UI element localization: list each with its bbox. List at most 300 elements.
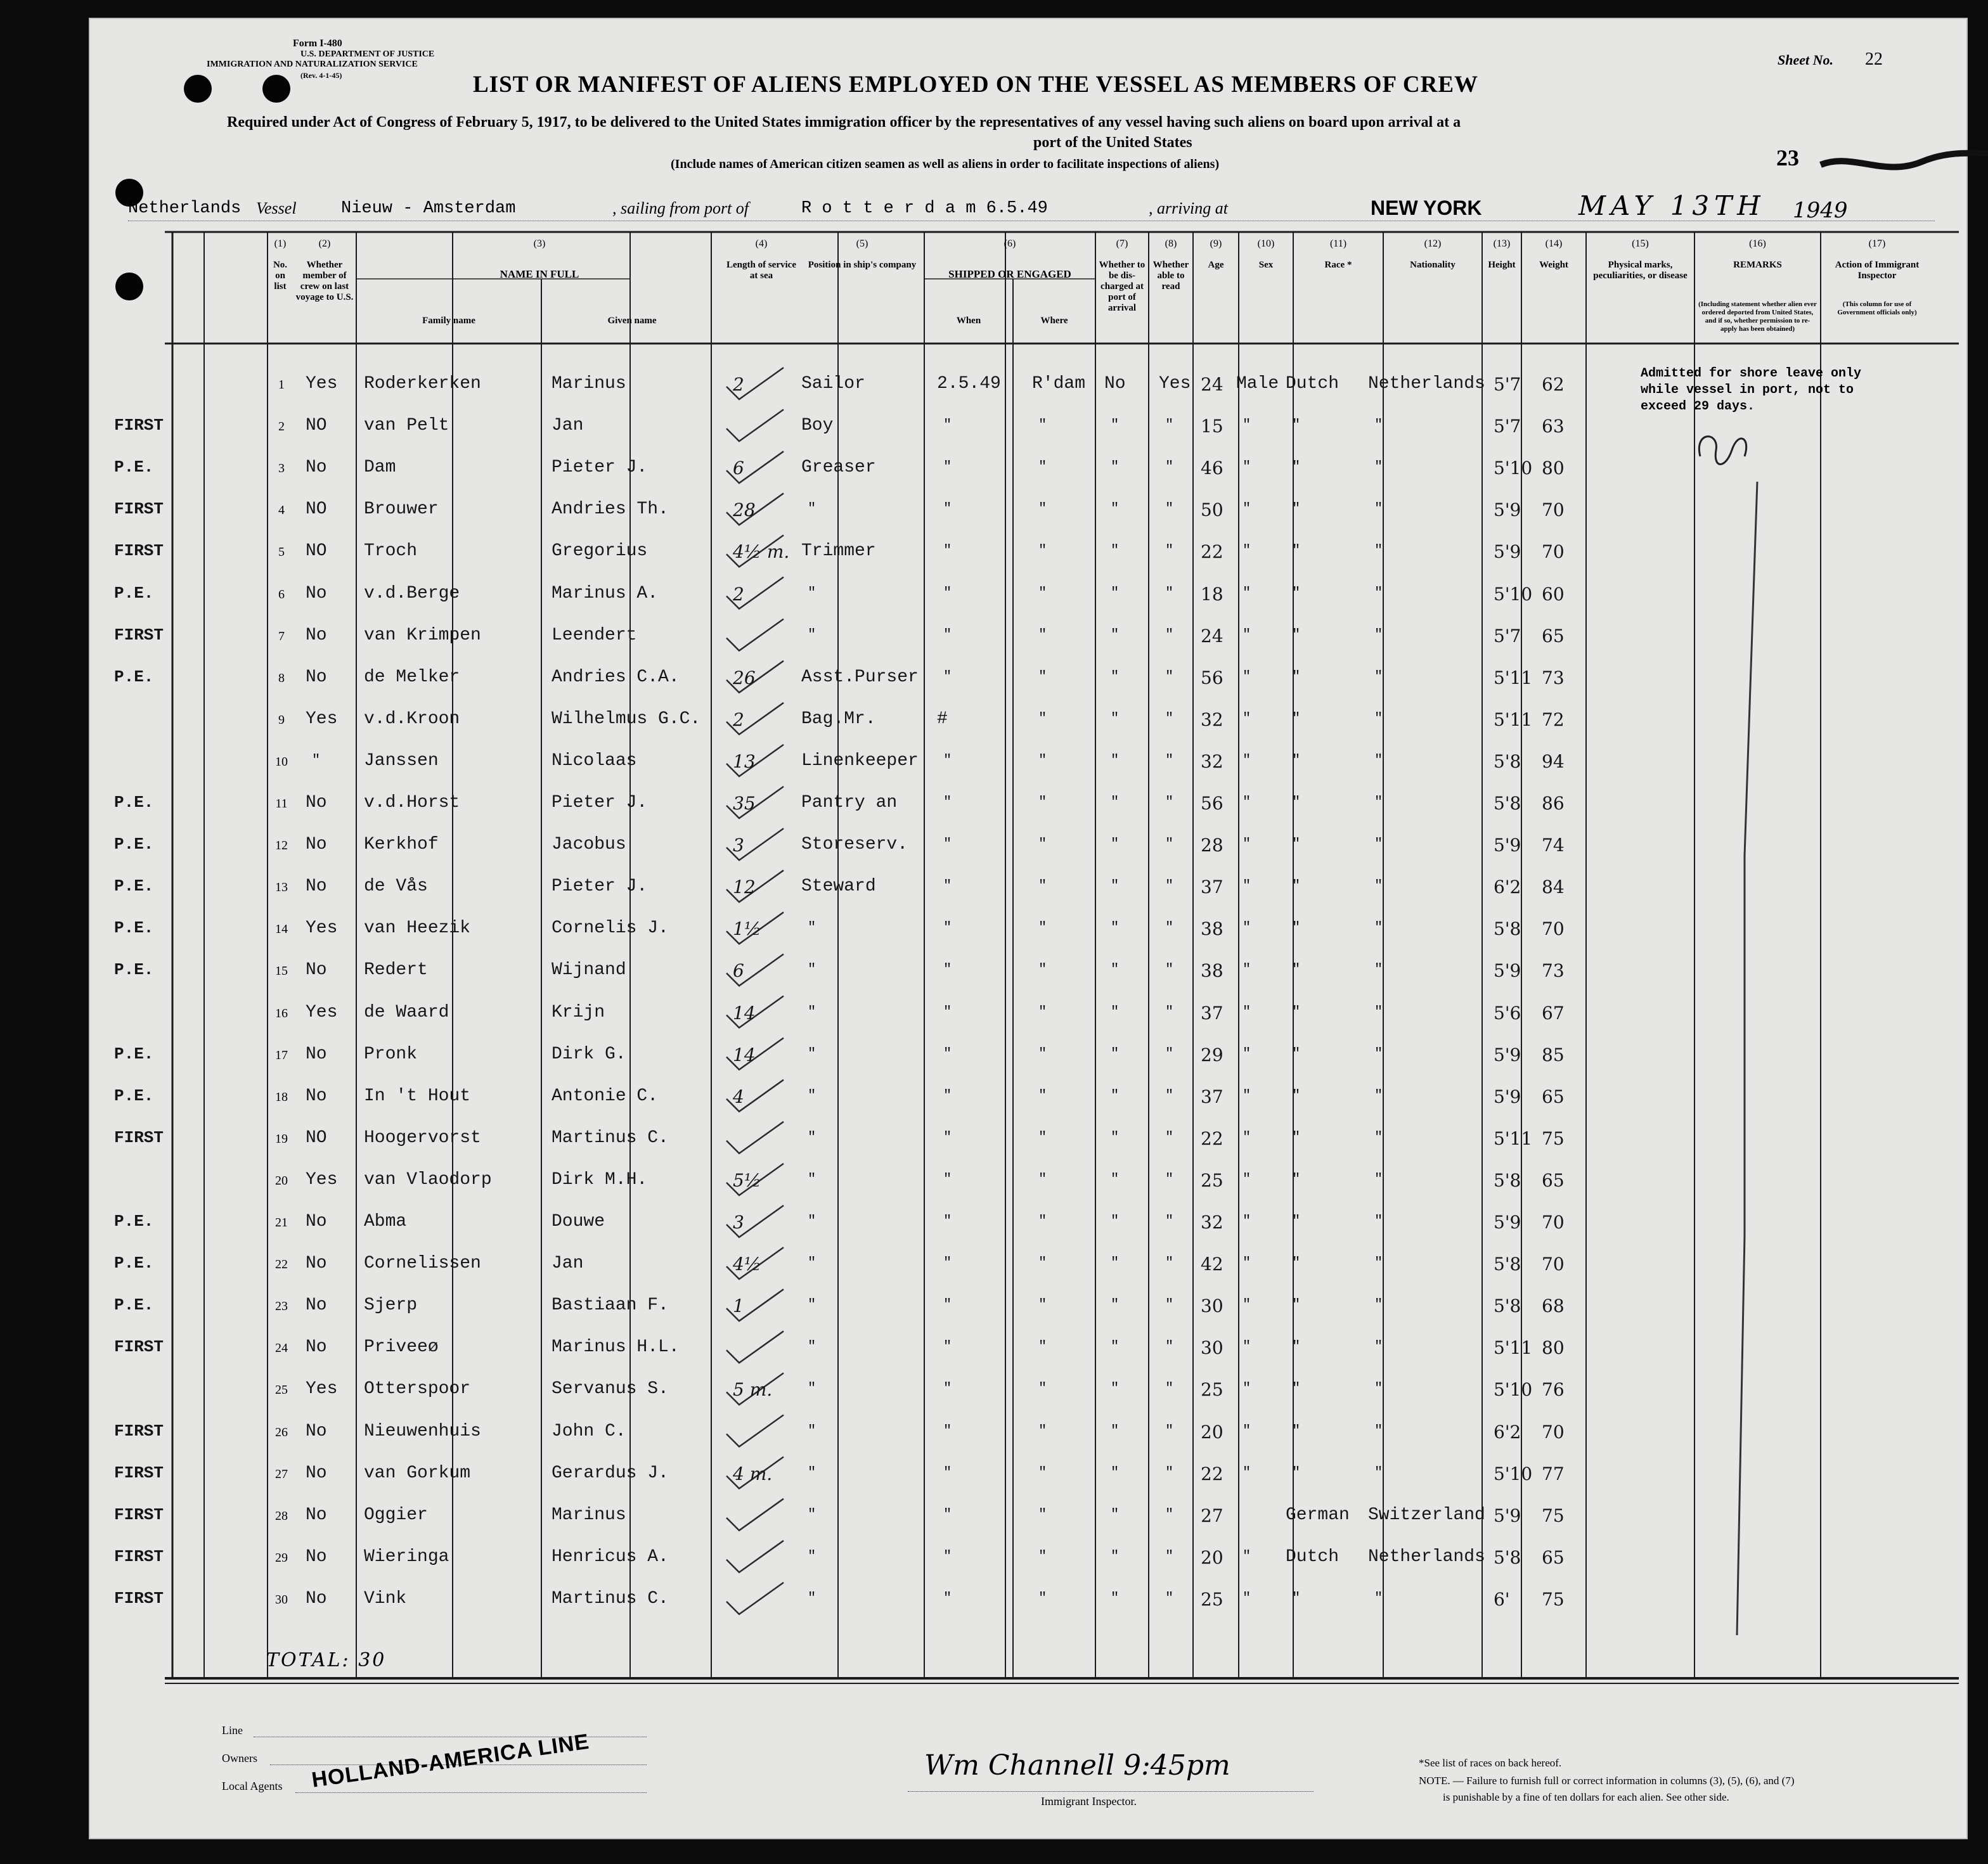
row-number: 10 — [275, 754, 288, 769]
race: " — [1292, 710, 1301, 726]
service-length: 4½ m. — [733, 541, 790, 563]
given-name: Krijn — [552, 1002, 605, 1022]
sex: " — [1242, 752, 1251, 768]
crew-last-voyage: No — [306, 1463, 327, 1483]
height: 5'9 — [1494, 1044, 1521, 1065]
margin-annotation: FIRST — [114, 1463, 164, 1482]
nationality: Netherlands — [1368, 374, 1485, 394]
given-name: Andries Th. — [552, 499, 669, 520]
discharged: " — [1111, 1087, 1120, 1103]
weight: 75 — [1542, 1505, 1565, 1526]
sheet-number: 22 — [1865, 49, 1883, 69]
age: 29 — [1201, 1044, 1223, 1065]
height: 5'9 — [1494, 960, 1521, 982]
crew-last-voyage: Yes — [306, 1169, 338, 1190]
check-mark-icon — [726, 1541, 784, 1572]
able-to-read: " — [1165, 794, 1174, 810]
position: " — [808, 1003, 816, 1020]
nationality: " — [1374, 1255, 1383, 1271]
sex: " — [1242, 710, 1251, 726]
weight: 75 — [1542, 1588, 1565, 1610]
shipped-when: " — [943, 584, 952, 601]
position: Linenkeeper — [801, 750, 919, 771]
shipped-when: " — [943, 961, 952, 978]
given-name: Dirk M.H. — [552, 1169, 648, 1190]
race: " — [1292, 501, 1301, 517]
handwritten-sheet-number: 23 — [1776, 145, 1799, 170]
given-name: Jan — [552, 416, 584, 436]
column-number: (17) — [1868, 238, 1886, 249]
column-number: (8) — [1165, 238, 1177, 249]
department: U.S. DEPARTMENT OF JUSTICE — [300, 49, 435, 59]
height: 5'8 — [1494, 1295, 1521, 1317]
arrival-port: NEW YORK — [1371, 196, 1482, 219]
subtitle-1: Required under Act of Congress of February 5, 1917, to be delivered to the United States immigration officer by the representatives of any vessel having such aliens on board upon arrival at a — [227, 114, 1461, 131]
discharged: " — [1111, 1255, 1120, 1271]
column-header: Nationality — [1410, 260, 1456, 270]
row-number: 21 — [275, 1216, 288, 1230]
shipped-where: " — [1038, 1380, 1047, 1397]
given-name: Wijnand — [552, 960, 626, 980]
nationality: " — [1374, 1003, 1383, 1020]
position: " — [808, 1422, 816, 1439]
service-length: 2 — [733, 374, 744, 395]
age: 20 — [1201, 1546, 1223, 1568]
given-name: Antonie C. — [552, 1086, 659, 1106]
discharged: " — [1111, 1506, 1120, 1522]
margin-annotation: P.E. — [114, 960, 154, 980]
sailing-label: , sailing from port of — [612, 199, 749, 217]
sex: " — [1242, 878, 1251, 894]
discharged: " — [1111, 1590, 1120, 1606]
sex: " — [1242, 961, 1251, 978]
family-name: de Waard — [364, 1002, 449, 1022]
race: " — [1292, 1464, 1301, 1481]
given-name: Leendert — [552, 625, 637, 645]
given-name: Gerardus J. — [552, 1463, 669, 1483]
footer-note-1: *See list of races on back hereof. — [1419, 1757, 1562, 1769]
crew-last-voyage: No — [306, 877, 327, 897]
shipped-where: " — [1038, 1297, 1047, 1313]
margin-annotation: P.E. — [114, 667, 154, 686]
column-number: (12) — [1424, 238, 1442, 249]
margin-annotation: FIRST — [114, 1421, 164, 1441]
nationality: " — [1374, 1297, 1383, 1313]
sex: " — [1242, 1464, 1251, 1481]
service-length: 13 — [733, 750, 756, 772]
height: 5'8 — [1494, 1546, 1521, 1568]
shipped-where: " — [1038, 1087, 1047, 1103]
family-name: Vink — [364, 1588, 407, 1609]
check-mark-icon — [726, 409, 784, 441]
column-header: Weight — [1539, 260, 1568, 270]
margin-annotation: P.E. — [114, 835, 154, 854]
position: " — [808, 961, 816, 978]
row-number: 28 — [275, 1508, 288, 1523]
family-name: Sjerp — [364, 1295, 418, 1316]
position: Asst.Purser — [801, 667, 919, 687]
race: " — [1292, 1297, 1301, 1313]
sex: " — [1242, 626, 1251, 643]
weight: 84 — [1542, 877, 1565, 898]
nationality: Switzerland — [1368, 1505, 1485, 1525]
weight: 65 — [1542, 1169, 1565, 1191]
sex: " — [1242, 920, 1251, 936]
able-to-read: " — [1165, 752, 1174, 768]
sex: " — [1242, 459, 1251, 475]
row-number: 12 — [275, 839, 288, 853]
able-to-read: " — [1165, 836, 1174, 852]
row-number: 29 — [275, 1550, 288, 1565]
row-number: 1 — [278, 378, 285, 392]
able-to-read: " — [1165, 1422, 1174, 1439]
column-number: (7) — [1116, 238, 1128, 249]
height: 5'11 — [1494, 667, 1533, 688]
crew-last-voyage: No — [306, 793, 327, 813]
row-number: 24 — [275, 1341, 288, 1356]
race: " — [1292, 1003, 1301, 1020]
sex: " — [1242, 1045, 1251, 1062]
height: 5'9 — [1494, 1086, 1521, 1107]
weight: 75 — [1542, 1128, 1565, 1149]
given-name: Bastiaan F. — [552, 1295, 669, 1316]
service-length: 14 — [733, 1002, 756, 1024]
position: Bag.Mr. — [801, 709, 876, 729]
given-name: Douwe — [552, 1212, 605, 1231]
vessel-label: Vessel — [256, 199, 297, 217]
position: " — [808, 1213, 816, 1229]
race: " — [1292, 543, 1301, 559]
height: 5'7 — [1494, 374, 1521, 395]
nationality: " — [1374, 1171, 1383, 1187]
race: " — [1292, 1422, 1301, 1439]
shipped-when: # — [937, 709, 948, 729]
age: 37 — [1201, 877, 1223, 898]
able-to-read: " — [1165, 1213, 1174, 1229]
given-name: Andries C.A. — [552, 667, 680, 687]
family-name: Janssen — [364, 750, 439, 771]
nationality: " — [1374, 794, 1383, 810]
column-header: REMARKS — [1733, 260, 1782, 270]
shipped-when: " — [943, 1422, 952, 1439]
row-number: 16 — [275, 1006, 288, 1020]
crew-last-voyage: No — [306, 1588, 327, 1609]
crew-last-voyage: No — [306, 1337, 327, 1358]
discharged: " — [1111, 417, 1120, 434]
age: 56 — [1201, 667, 1223, 688]
family-name: van Krimpen — [364, 625, 481, 645]
height: 5'10 — [1494, 1379, 1533, 1401]
column-header: SHIPPED OR ENGAGED — [948, 268, 1071, 280]
able-to-read: " — [1165, 1129, 1174, 1145]
discharged: " — [1111, 1297, 1120, 1313]
service-length: 28 — [733, 499, 756, 521]
crew-last-voyage: No — [306, 625, 327, 645]
age: 25 — [1201, 1379, 1223, 1401]
shipped-where: " — [1038, 961, 1047, 978]
row-number: 27 — [275, 1467, 288, 1481]
service-length: 35 — [733, 793, 756, 814]
discharged: " — [1111, 1213, 1120, 1229]
height: 5'8 — [1494, 1169, 1521, 1191]
column-number: (13) — [1493, 238, 1511, 249]
family-name: Abma — [364, 1212, 407, 1231]
height: 5'10 — [1494, 583, 1533, 605]
discharged: " — [1111, 1380, 1120, 1397]
discharged: " — [1111, 1464, 1120, 1481]
row-number: 6 — [278, 587, 285, 601]
given-name: Wilhelmus G.C. — [552, 709, 701, 729]
race: Dutch — [1286, 1546, 1339, 1567]
row-number: 7 — [278, 629, 285, 643]
service-length: 2 — [733, 709, 744, 730]
service: IMMIGRATION AND NATURALIZATION SERVICE — [207, 60, 418, 69]
arriving-label: , arriving at — [1149, 199, 1228, 217]
weight: 72 — [1542, 709, 1565, 730]
able-to-read: " — [1165, 1045, 1174, 1062]
shipped-where: " — [1038, 794, 1047, 810]
nationality: " — [1374, 1339, 1383, 1355]
able-to-read: " — [1165, 543, 1174, 559]
sex: " — [1242, 1003, 1251, 1020]
crew-last-voyage: NO — [306, 416, 327, 436]
remarks-line-3: exceed 29 days. — [1641, 399, 1755, 414]
race: " — [1292, 878, 1301, 894]
row-number: 5 — [278, 545, 285, 560]
weight: 74 — [1542, 835, 1565, 856]
age: 32 — [1201, 709, 1223, 730]
race: " — [1292, 1255, 1301, 1271]
race: " — [1292, 626, 1301, 643]
race: " — [1292, 1087, 1301, 1103]
nationality: " — [1374, 1590, 1383, 1606]
row-number: 15 — [275, 964, 288, 979]
given-name: Henricus A. — [552, 1546, 669, 1567]
family-name: de Melker — [364, 667, 460, 687]
family-name: v.d.Kroon — [364, 709, 460, 729]
shipped-when: " — [943, 501, 952, 517]
age: 27 — [1201, 1505, 1223, 1526]
shipped-where: " — [1038, 584, 1047, 601]
row-number: 20 — [275, 1173, 288, 1188]
sex: " — [1242, 1297, 1251, 1313]
discharged: " — [1111, 752, 1120, 768]
race: " — [1292, 752, 1301, 768]
age: 56 — [1201, 793, 1223, 814]
given-name: Jan — [552, 1254, 584, 1274]
row-number: 22 — [275, 1257, 288, 1272]
sex: " — [1242, 1422, 1251, 1439]
margin-annotation: FIRST — [114, 1128, 164, 1147]
nationality: " — [1374, 1464, 1383, 1481]
age: 18 — [1201, 583, 1223, 605]
shipped-where: " — [1038, 1506, 1047, 1522]
shipped-where: " — [1038, 417, 1047, 434]
column-number: (10) — [1257, 238, 1275, 249]
margin-annotation: FIRST — [114, 499, 164, 519]
family-name: van Vlaodorp — [364, 1169, 492, 1190]
sex: " — [1242, 1213, 1251, 1229]
shipped-when: " — [943, 1129, 952, 1145]
nationality: " — [1374, 1213, 1383, 1229]
shipped-where: " — [1038, 501, 1047, 517]
able-to-read: " — [1165, 1548, 1174, 1564]
check-mark-icon — [726, 1499, 784, 1531]
nationality: " — [1374, 1422, 1383, 1439]
family-name: van Gorkum — [364, 1463, 471, 1483]
weight: 70 — [1542, 541, 1565, 563]
given-name: Marinus — [552, 374, 626, 394]
crew-last-voyage: No — [306, 583, 327, 603]
able-to-read: " — [1165, 626, 1174, 643]
position: " — [808, 1087, 816, 1103]
given-name: Nicolaas — [552, 750, 637, 771]
service-length: 4 m. — [733, 1463, 773, 1484]
discharged: " — [1111, 543, 1120, 559]
discharged: " — [1111, 1339, 1120, 1355]
crew-last-voyage: No — [306, 1254, 327, 1274]
vessel-flag: Netherlands — [128, 199, 242, 218]
shipped-when: " — [943, 1297, 952, 1313]
sex: " — [1242, 1087, 1251, 1103]
shipped-where: " — [1038, 710, 1047, 726]
crew-last-voyage: Yes — [306, 918, 338, 939]
age: 25 — [1201, 1588, 1223, 1610]
height: 5'11 — [1494, 709, 1533, 730]
nationality: " — [1374, 543, 1383, 559]
shipped-where: " — [1038, 1213, 1047, 1229]
arrival-year: 1949 — [1793, 198, 1848, 223]
discharged: " — [1111, 920, 1120, 936]
service-length: 26 — [733, 667, 756, 688]
family-name: Brouwer — [364, 499, 439, 520]
column-header: Whether member of crew on last voyage to U.S. — [295, 260, 354, 302]
subtitle-2: port of the United States — [1033, 134, 1192, 151]
signature-rule — [908, 1791, 1314, 1792]
column-number: (11) — [1329, 238, 1347, 249]
crew-last-voyage: Yes — [306, 709, 338, 729]
manifest-sheet — [89, 18, 1968, 1839]
service-length: 4 — [733, 1086, 744, 1107]
age: 46 — [1201, 458, 1223, 479]
age: 30 — [1201, 1337, 1223, 1359]
given-name: John C. — [552, 1421, 626, 1441]
row-number: 26 — [275, 1425, 288, 1439]
footer-note-2: NOTE. — Failure to furnish full or correct information in columns (3), (5), (6), and (7) — [1419, 1775, 1795, 1787]
discharged: " — [1111, 1003, 1120, 1020]
height: 5'9 — [1494, 835, 1521, 856]
shipped-when: " — [943, 459, 952, 475]
height: 5'7 — [1494, 625, 1521, 646]
height: 5'8 — [1494, 793, 1521, 814]
able-to-read: " — [1165, 1297, 1174, 1313]
family-name: v.d.Horst — [364, 793, 460, 813]
weight: 63 — [1542, 416, 1565, 437]
race: " — [1292, 1045, 1301, 1062]
column-header: Whether able to read — [1152, 260, 1189, 292]
position: Steward — [801, 877, 876, 897]
able-to-read: " — [1165, 710, 1174, 726]
sex: " — [1242, 1380, 1251, 1397]
family-name: de Vås — [364, 877, 428, 897]
able-to-read: " — [1165, 501, 1174, 517]
nationality: " — [1374, 501, 1383, 517]
height: 5'10 — [1494, 458, 1533, 479]
row-number: 14 — [275, 922, 288, 937]
discharged: " — [1111, 668, 1120, 685]
weight: 68 — [1542, 1295, 1565, 1317]
able-to-read: " — [1165, 1380, 1174, 1397]
age: 28 — [1201, 835, 1223, 856]
sex: " — [1242, 668, 1251, 685]
shipped-when: " — [943, 1171, 952, 1187]
margin-annotation: P.E. — [114, 583, 154, 603]
sex: Male — [1236, 374, 1279, 394]
given-name: Martinus C. — [552, 1588, 669, 1609]
family-name: Nieuwenhuis — [364, 1421, 481, 1441]
shipped-where: " — [1038, 1045, 1047, 1062]
shipped-where: R'dam — [1032, 374, 1086, 394]
family-name: Wieringa — [364, 1546, 449, 1567]
column-number: (3) — [533, 238, 546, 249]
race: German — [1286, 1505, 1350, 1525]
family-name: Otterspoor — [364, 1379, 471, 1399]
nationality: " — [1374, 710, 1383, 726]
age: 38 — [1201, 960, 1223, 982]
margin-annotation: P.E. — [114, 877, 154, 896]
given-name: Cornelis J. — [552, 918, 669, 939]
height: 5'6 — [1494, 1002, 1521, 1024]
shipped-when: " — [943, 1548, 952, 1564]
family-name: Cornelissen — [364, 1254, 481, 1274]
race: " — [1292, 836, 1301, 852]
shipped-when: " — [943, 1087, 952, 1103]
check-mark-icon — [726, 619, 784, 651]
weight: 60 — [1542, 583, 1565, 605]
row-number: 25 — [275, 1383, 288, 1398]
family-name: Roderkerken — [364, 374, 481, 394]
nationality: " — [1374, 836, 1383, 852]
shipped-when: " — [943, 752, 952, 768]
nationality: " — [1374, 1045, 1383, 1062]
family-name: Kerkhof — [364, 835, 439, 855]
column-header: Whether to be dis- charged at port of arrival — [1099, 260, 1146, 313]
service-length: 3 — [733, 835, 744, 856]
weight: 65 — [1542, 1546, 1565, 1568]
shipped-where: " — [1038, 1422, 1047, 1439]
sheet-label: Sheet No. — [1778, 52, 1833, 68]
row-number: 11 — [275, 797, 288, 811]
agents-stamp: HOLLAND-AMERICA LINE — [310, 1729, 591, 1792]
crew-last-voyage: No — [306, 1086, 327, 1106]
row-number: 2 — [278, 420, 285, 434]
crew-last-voyage: No — [306, 1295, 327, 1316]
shipped-where: " — [1038, 752, 1047, 768]
age: 37 — [1201, 1086, 1223, 1107]
position: " — [808, 501, 816, 517]
shipped-when: " — [943, 1339, 952, 1355]
position: " — [808, 626, 816, 643]
weight: 77 — [1542, 1463, 1565, 1484]
column-number: (1) — [274, 238, 287, 249]
age: 37 — [1201, 1002, 1223, 1024]
weight: 65 — [1542, 1086, 1565, 1107]
column-subheader: Family name — [422, 316, 475, 326]
sex: " — [1242, 836, 1251, 852]
race: " — [1292, 1380, 1301, 1397]
column-number: (6) — [1004, 238, 1016, 249]
weight: 86 — [1542, 793, 1565, 814]
